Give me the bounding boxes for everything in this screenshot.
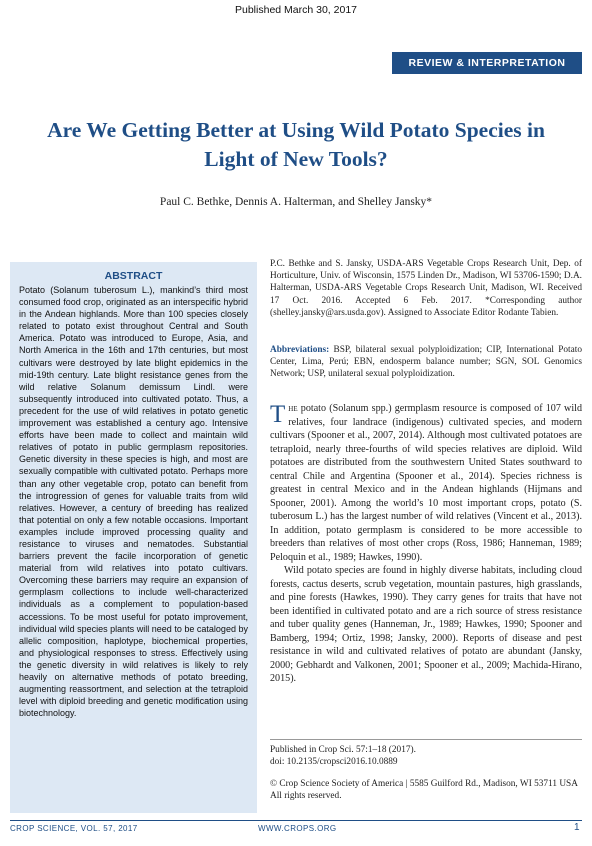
citation-line: Published in Crop Sci. 57:1–18 (2017). [270,745,416,755]
abbreviations-text: BSP, bilateral sexual polyploidization; CIP, International Potato Center, Lima, Perú; EBN, endosperm balance number; SGN, SOL Genomics Network; USP, unilateral sexual polyploidization. [270,345,582,380]
abbreviations-label: Abbreviations: [270,345,330,355]
body-paragraph-2: Wild potato species are found in highly diverse habitats, including cloud forests, cactus deserts, scrub vegetation, mountain pastures, high grasslands, and pine forests (Hawkes, 1990). They carry genes for traits that have not been identified in cultivated potato and are a rich source of stress resistance and tuber quality genes (Hanneman, Jr., 1989; Hawkes, 1990; Spooner and Bamberg, 1994; Ortiz, 1998; Jansky, 2000). Reports of disease and pest resistance in wild and cultivated relatives of potato are abundant (Jansky, 2000; Gebhardt and Valkonen, 2001; Spooner et al., 2009; Machida-Hirano, 2015). [270,565,582,684]
body-paragraph [270,402,582,564]
rights-line: All rights reserved. [270,791,342,802]
footer-divider [10,820,582,821]
abstract-heading: ABSTRACT [104,270,163,282]
abbreviations [270,344,582,381]
publication-info [270,744,582,768]
journal-footer: CROP SCIENCE, VOL. 57, 2017 [10,824,138,833]
published-date: Published March 30, 2017 [235,4,357,16]
drop-cap-smallcaps: he [288,403,298,414]
website-link[interactable]: WWW.CROPS.ORG [258,824,337,833]
page-number: 1 [574,822,580,833]
author-affiliations: P.C. Bethke and S. Jansky, USDA-ARS Vegetable Crops Research Unit, Dep. of Horticulture, Univ. of Wisconsin, 1575 Linden Dr., Madison, WI 53706-1590; D.A. Halterman, USDA-ARS Vegetable Crops Research Unit, Madison, WI. Received 17 Oct. 2016. Accepted 6 Feb. 2017. *Corresponding author (shelley.jansky@ars.usda.gov). Assigned to Associate Editor Rodante Tabien. [270,259,582,318]
drop-cap: T [270,401,286,428]
divider [270,739,582,740]
doi-line[interactable]: doi: 10.2135/cropsci2016.10.0889 [270,757,398,768]
copyright-notice [270,778,582,802]
author-list: Paul C. Bethke, Dennis A. Halterman, and Shelley Jansky* [159,196,433,208]
article-body [270,402,582,686]
section-banner: REVIEW & INTERPRETATION [392,52,582,74]
abstract-text: Potato (Solanum tuberosum L.), mankind’s third most consumed food crop, originated as an interspecific hybrid in the Andean highlands. More than 100 species closely related to potato exist throughout Central and South America. Potato was introduced to Europe, Asia, and North America in the 16th and 17th centuries, but most cultivars were destroyed by late blight epidemics in the mid-19th century. Late blight resistance genes from the wild relative Solanum demissum Lindl. were subsequently introduced into cultivated potato. Thus, a precedent for the use of wild relatives in potato genetic improvement was established a century ago. Intensive efforts have been made to collect and maintain wild relatives of potato in public germplasm repositories. Genetic diversity in these species is high, and most are sexually compatible with cultivated potato. Perhaps more than any other vegetable crop, potato can benefit from the introgression of genes for valuable traits from wild relatives. However, a century of breeding has realized that potential on only a few notable occasions. Important examples include improved processing quality and resistance to viruses and nematodes. Substantial barriers prevent the facile incorporation of genetic material from wild relatives into potato cultivars. Overcoming these barriers may require an expansion of germplasm collections to include well-characterized individuals as a complement to population-based accessions. To be most useful for potato improvement, individual wild species plants will need to be cataloged by allelic composition, haplotype, biochemical properties, and physiological responses to stress. Effectively using the genetic diversity in wild relatives is likely to rely heavily on alternative methods of potato breeding, augmenting reassortment, and selection at the tetraploid level with diploid breeding and genetic modification using biotechnology. [19,285,248,719]
abstract-box [10,262,257,813]
copyright-line: © Crop Science Society of America | 5585 Guilford Rd., Madison, WI 53711 USA [270,779,578,789]
article-title: Are We Getting Better at Using Wild Potato Species in Light of New Tools? [47,118,545,171]
body-paragraph-1: potato (Solanum spp.) germplasm resource is composed of 107 wild relatives, four landrace (indigenous) cultivated species, and modern cultivars (Spooner et al., 2007, 2014). Although most cultivated potatoes are tetraploid, nearly three-fourths of wild species relatives are diploid. Wild potatoes are distributed from the southwestern United States southward to central Chile and Argentina (Spooner et al., 2014). Species richness is greatest in central Mexico and in the Andean highlands (Hijmans and Spooner, 2001). Among the world’s 10 most important crops, potato (S. tuberosum L.) has the largest number of wild relatives (Vincent et al., 2013). In addition, potato germplasm is considered to be more accessible to breeders than relatives of most other crops (Ross, 1986; Hanneman, 1989; Peloquin et al., 1989; Hawkes, 1990). [270,403,582,563]
